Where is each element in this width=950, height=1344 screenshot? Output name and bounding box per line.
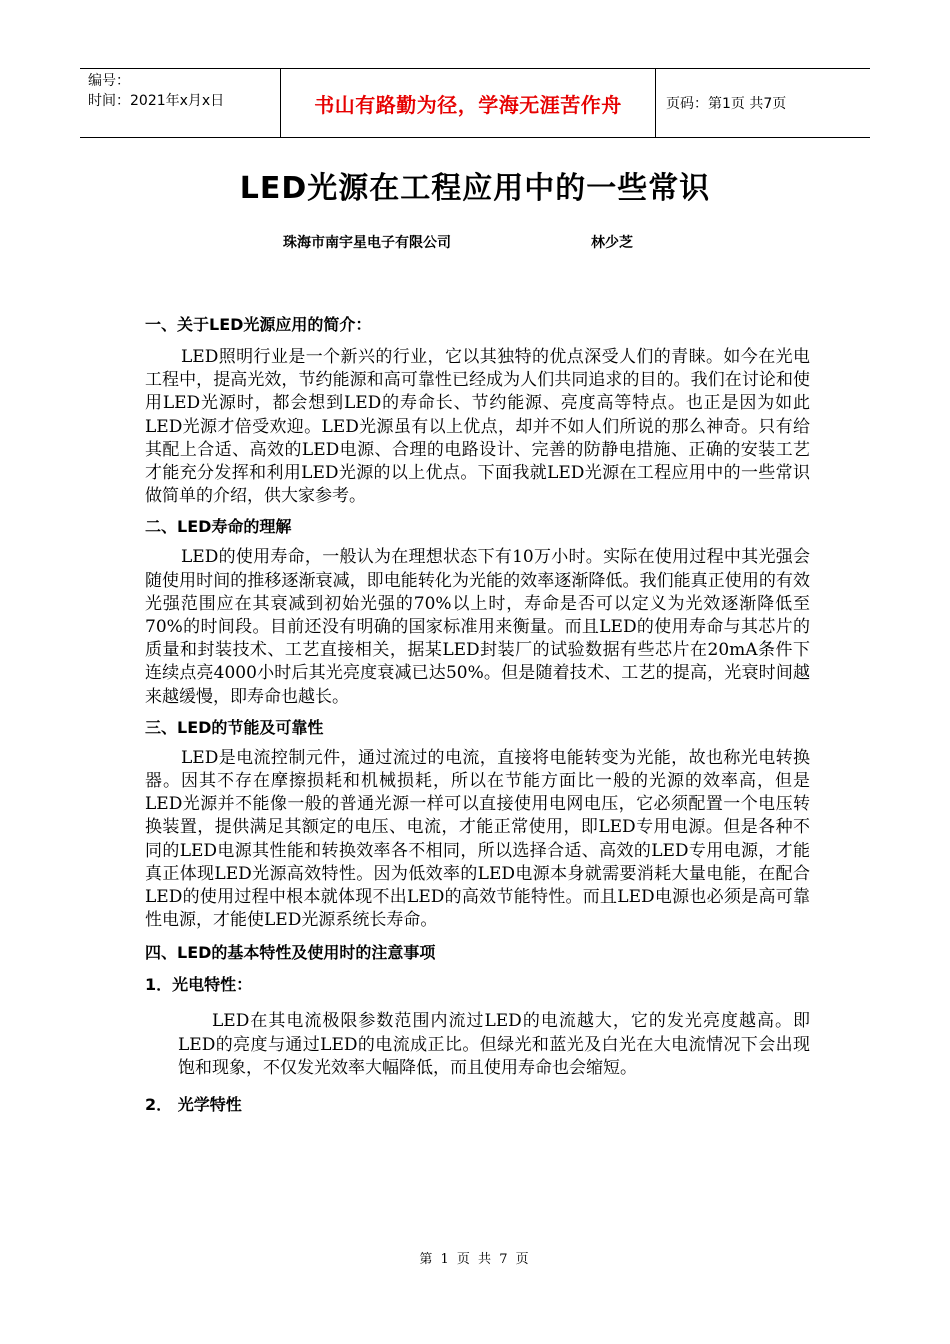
page-footer: 第 1 页 共 7 页 bbox=[419, 1252, 531, 1267]
subsection-heading: 2． 光学特性 bbox=[145, 1095, 242, 1115]
section-paragraph: LED照明行业是一个新兴的行业，它以其独特的优点深受人们的青睐。如今在光电工程中，提高光效，节约能源和高可靠性已经成为人们共同追求的目的。我们在讨论和使用LED光源时，都会想到LED的寿命长、节约能源、亮度高等特点。也正是因为如此LED光源才倍受欢迎。LED光源虽有以上优点，却并不如人们所说的那么神奇。只有给其配上合适、高效的LED电源、合理的电路设计、完善的防静电措施、正确的安装工艺才能充分发挥和利用LED光源的以上优点。下面我就LED光源在工程应用中的一些常识做简单的介绍，供大家参考。 bbox=[145, 347, 810, 507]
header-meta bbox=[80, 69, 280, 137]
subsection-heading: 1．光电特性： bbox=[145, 975, 253, 995]
header-motto: 书山有路勤为径，学海无涯苦作舟 bbox=[280, 69, 656, 137]
section-heading: 一、关于LED光源应用的简介： bbox=[145, 315, 372, 334]
subsection-paragraph: LED在其电流极限参数范围内流过LED的电流越大，它的发光亮度越高。即LED的亮度与通过LED的电流成正比。但绿光和蓝光及白光在大电流情况下会出现饱和现象，不仅发光效率大幅降低，而且使用寿命也会缩短。 bbox=[178, 1011, 810, 1078]
document-body bbox=[145, 312, 810, 1118]
header-page-info: 页码：第1页 共7页 bbox=[666, 96, 787, 112]
section-paragraph: LED的使用寿命，一般认为在理想状态下有10万小时。实际在使用过程中其光强会随使用时间的推移逐渐衰减，即电能转化为光能的效率逐渐降低。我们能真正使用的有效光强范围应在其衰减到初始光强的70%以上时，寿命是否可以定义为光效逐渐降低至70%的时间段。目前还没有明确的国家标准用来衡量。而且LED的使用寿命与其芯片的质量和封装技术、工艺直接相关，据某LED封装厂的试验数据有些芯片在20mA条件下连续点亮4000小时后其光亮度衰减已达50%。但是随着技术、工艺的提高，光衰时间越来越缓慢，即寿命也越长。 bbox=[145, 547, 810, 707]
byline-author: 林少芝 bbox=[591, 235, 633, 251]
section-heading: 二、LED寿命的理解 bbox=[145, 517, 292, 537]
document-number-label: 编号： bbox=[88, 73, 130, 89]
document-time-label: 时间：2021年x月x日 bbox=[88, 93, 225, 109]
byline-company: 珠海市南宇星电子有限公司 bbox=[283, 235, 451, 251]
section-heading: 四、LED的基本特性及使用时的注意事项 bbox=[145, 943, 436, 963]
section-paragraph: LED是电流控制元件，通过流过的电流，直接将电能转变为光能，故也称光电转换器。因其不存在摩擦损耗和机械损耗，所以在节能方面比一般的光源的效率高，但是LED光源并不能像一般的普通光源一样可以直接使用电网电压，它必须配置一个电压转换装置，提供满足其额定的电压、电流，才能正常使用，即LED专用电源。但是各种不同的LED电源其性能和转换效率各不相同，所以选择合适、高效的LED专用电源，才能真正体现LED光源高效特性。因为低效率的LED电源本身就需要消耗大量电能，在配合LED的使用过程中根本就体现不出LED的高效节能特性。而且LED电源也必须是高可靠性电源，才能使LED光源系统长寿命。 bbox=[145, 747, 810, 931]
document-title: LED光源在工程应用中的一些常识 bbox=[239, 171, 711, 206]
header-table bbox=[80, 68, 870, 138]
byline bbox=[283, 232, 683, 252]
section-heading: 三、LED的节能及可靠性 bbox=[145, 717, 324, 737]
